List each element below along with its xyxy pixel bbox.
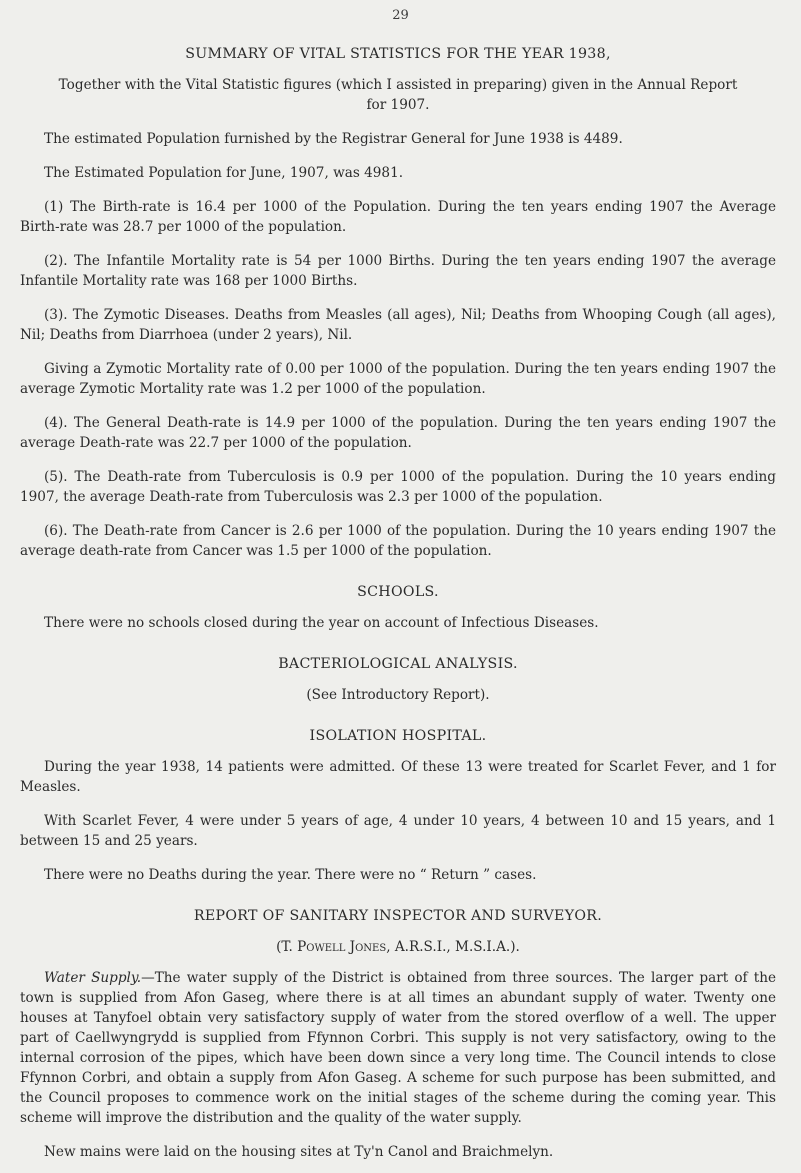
summary-heading: SUMMARY OF VITAL STATISTICS FOR THE YEAR 1938, bbox=[185, 46, 611, 62]
zymotic-mortality-paragraph: Giving a Zymotic Mortality rate of 0.00 per 1000 of the population. During the ten years ending 1907 the average Zymotic Mortality rate was 1.2 per 1000 of the population. bbox=[20, 361, 776, 397]
population-1907-paragraph: The Estimated Population for June, 1907, was 4981. bbox=[44, 165, 404, 181]
page-content bbox=[20, 44, 776, 1162]
water-supply-label: Water Supply. bbox=[44, 970, 142, 986]
isolation-ages-paragraph: With Scarlet Fever, 4 were under 5 years of age, 4 under 10 years, 4 between 10 and 15 years, and 1 between 15 and 25 years. bbox=[20, 813, 776, 849]
tuberculosis-paragraph: (5). The Death-rate from Tuberculosis is 0.9 per 1000 of the population. During the 10 years ending 1907, the average Death-rate from Tuberculosis was 2.3 per 1000 of the population. bbox=[20, 469, 776, 505]
cancer-paragraph: (6). The Death-rate from Cancer is 2.6 per 1000 of the population. During the 10 years ending 1907 the average death-rate from Cancer was 1.5 per 1000 of the population. bbox=[20, 523, 776, 559]
bacteriological-paragraph: (See Introductory Report). bbox=[306, 687, 490, 703]
schools-paragraph: There were no schools closed during the year on account of Infectious Diseases. bbox=[44, 615, 599, 631]
infantile-mortality-paragraph: (2). The Infantile Mortality rate is 54 per 1000 Births. During the ten years ending 1907 the average Infantile Mortality rate was 168 per 1000 Births. bbox=[20, 253, 776, 289]
isolation-deaths-paragraph: There were no Deaths during the year. There were no “ Return ” cases. bbox=[44, 867, 537, 883]
birth-rate-paragraph: (1) The Birth-rate is 16.4 per 1000 of the Population. During the ten years ending 1907 the Average Birth-rate was 28.7 per 1000 of the population. bbox=[20, 199, 776, 235]
page-number: 29 bbox=[392, 8, 409, 23]
bacteriological-heading: BACTERIOLOGICAL ANALYSIS. bbox=[278, 656, 518, 672]
schools-heading: SCHOOLS. bbox=[357, 584, 439, 600]
zymotic-diseases-paragraph: (3). The Zymotic Diseases. Deaths from Measles (all ages), Nil; Deaths from Whooping Cough (all ages), Nil; Deaths from Diarrhoea (under 2 years), Nil. bbox=[20, 307, 776, 343]
water-supply-paragraph bbox=[20, 968, 776, 1128]
sanitary-report-heading: REPORT OF SANITARY INSPECTOR AND SURVEYOR. bbox=[193, 908, 603, 924]
isolation-admissions-paragraph: During the year 1938, 14 patients were admitted. Of these 13 were treated for Scarlet Fever, and 1 for Measles. bbox=[20, 759, 776, 795]
intro-paragraph: Together with the Vital Statistic figures (which I assisted in preparing) given in the Annual Report for 1907. bbox=[58, 77, 738, 113]
general-death-rate-paragraph: (4). The General Death-rate is 14.9 per 1000 of the population. During the ten years ending 1907 the average Death-rate was 22.7 per 1000 of the population. bbox=[20, 415, 776, 451]
water-supply-text: —The water supply of the District is obtained from three sources. The larger part of the town is supplied from Afon Gaseg, where there is at all times an abundant supply of water. Twenty one houses at Tanyfoel obtain very satisfactory supply of water from the stored overflow of a well. The upper part of Caellwyngrydd is supplied from Ffynnon Corbri. This supply is not very satisfactory, owing to the internal corrosion of the pipes, which have been down since a very long time. The Council intends to close Ffynnon Corbri, and obtain a supply from Afon Gaseg. A scheme for such purpose has been submitted, and the Council proposes to commence work on the initial stages of the scheme during the coming year. This scheme will improve the distribution and the quality of the water supply. bbox=[20, 970, 776, 1126]
population-1938-paragraph: The estimated Population furnished by the Registrar General for June 1938 is 4489. bbox=[44, 131, 623, 147]
isolation-hospital-heading: ISOLATION HOSPITAL. bbox=[309, 728, 487, 744]
report-author: (T. Powell Jones, A.R.S.I., M.S.I.A.). bbox=[276, 939, 520, 955]
new-mains-paragraph: New mains were laid on the housing sites at Ty'n Canol and Braichmelyn. bbox=[44, 1144, 554, 1160]
